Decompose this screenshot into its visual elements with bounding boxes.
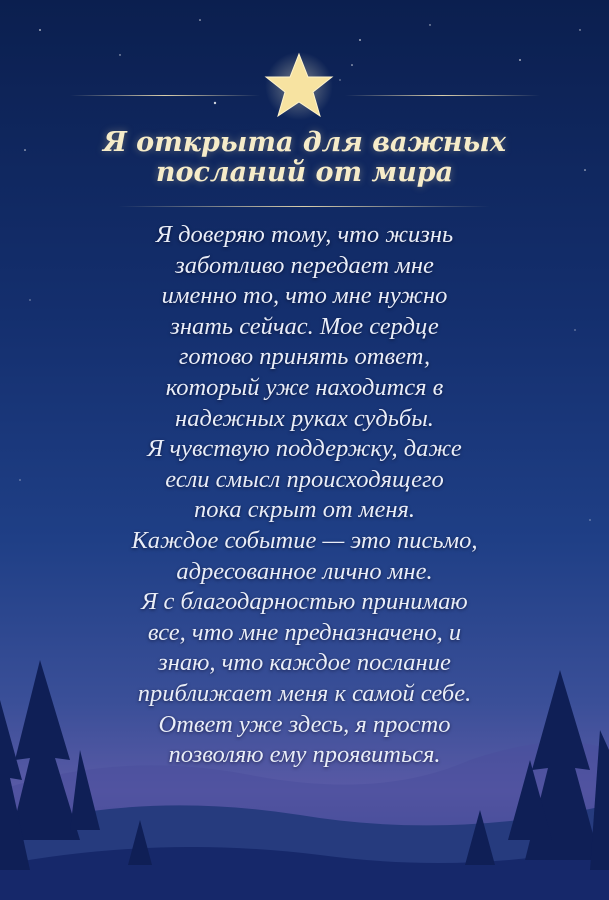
- text-line: заботливо передает мне: [175, 251, 434, 279]
- title-line: Я открыта для важных: [102, 127, 507, 158]
- text-line: Я с благодарностью принимаю: [141, 588, 468, 616]
- star-icon: [263, 50, 335, 120]
- title-line: посланий от мира: [155, 157, 454, 188]
- text-line: все, что мне предназначено, и: [147, 618, 462, 646]
- text-line: знать сейчас. Мое сердце: [170, 312, 439, 340]
- text-line: Я чувствую поддержку, даже: [147, 435, 462, 463]
- text-line: позволяю ему проявиться.: [168, 741, 441, 769]
- text-line: надежных руках судьбы.: [175, 404, 434, 432]
- card-title: [60, 128, 549, 188]
- title-divider: [118, 206, 490, 207]
- divider-line-right: [345, 95, 540, 96]
- text-line: который уже находится в: [165, 373, 444, 401]
- text-line: готово принять ответ,: [178, 343, 431, 371]
- text-line: Я доверяю тому, что жизнь: [155, 221, 454, 248]
- affirmation-text: [80, 220, 529, 771]
- text-line: знаю, что каждое послание: [158, 649, 451, 677]
- text-line: адресованное лично мне.: [176, 557, 433, 585]
- text-line: приближает меня к самой себе.: [137, 679, 472, 707]
- text-line: Ответ уже здесь, я просто: [158, 710, 451, 738]
- text-line: именно то, что мне нужно: [161, 282, 448, 310]
- text-line: пока скрыт от меня.: [194, 496, 415, 524]
- divider-line-left: [70, 95, 260, 96]
- text-line: Каждое событие — это письмо,: [131, 526, 478, 554]
- text-line: если смысл происходящего: [165, 465, 444, 493]
